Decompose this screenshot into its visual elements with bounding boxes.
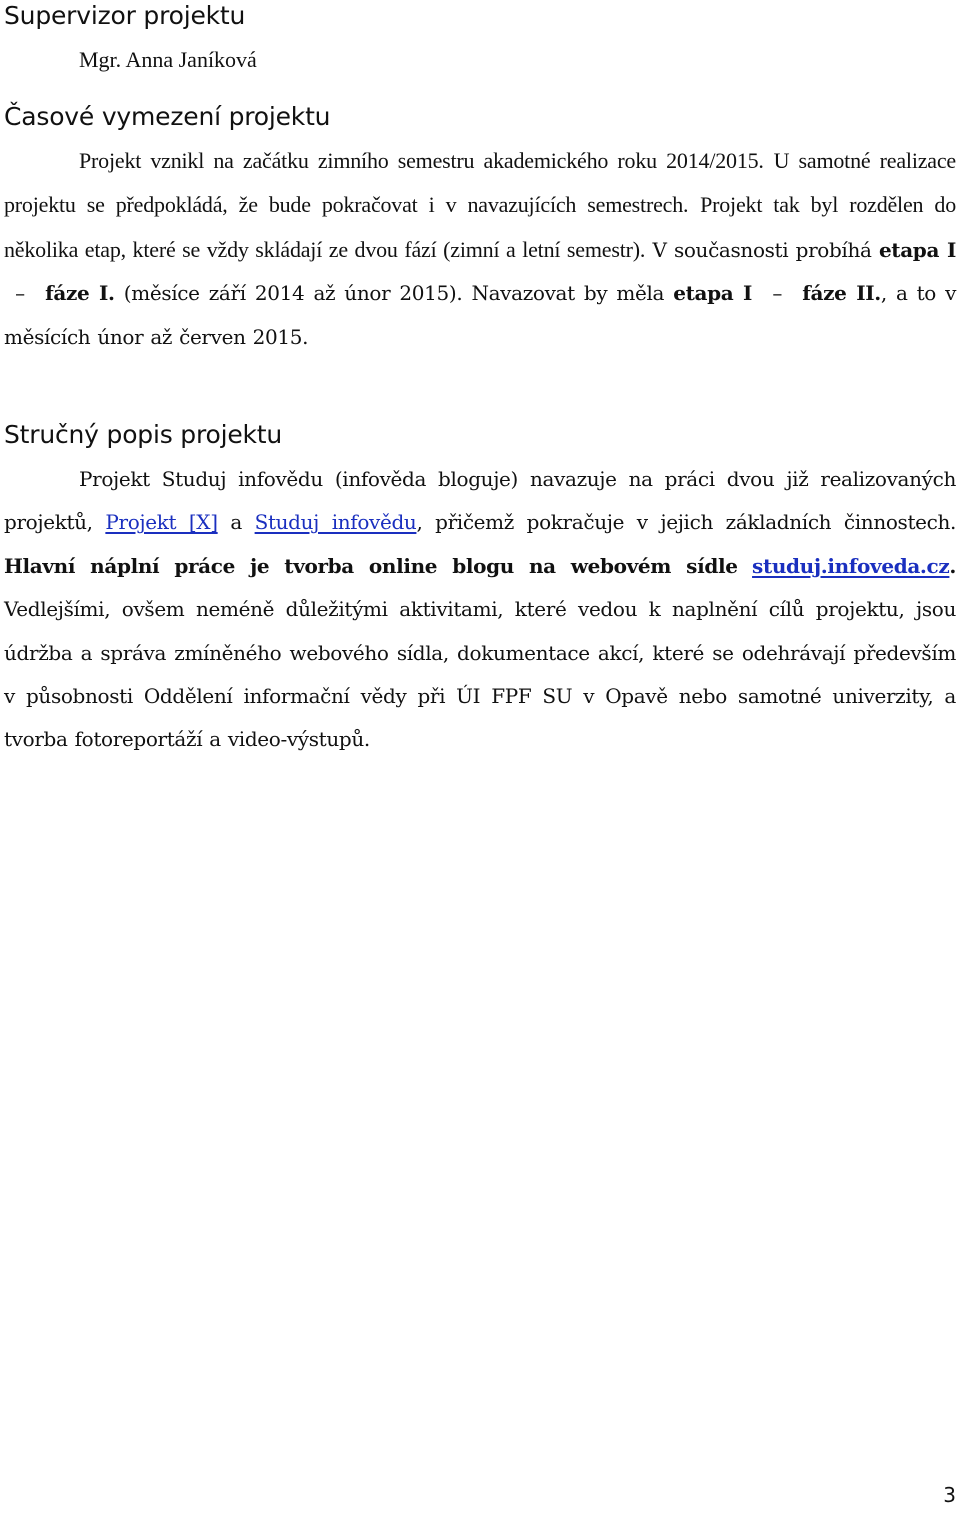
- timeline-sentence-4-post: (měsíce září 2014 až únor 2015).: [123, 281, 463, 306]
- description-sentence-1-post: , přičemž pokračuje v jejich základních činnostech.: [416, 510, 957, 535]
- timeline-sentence-3: Projekt tak byl rozdělen do několika etap, které se vždy skládají ze dvou fází (zimní a letní semestr).: [4, 192, 956, 262]
- description-sentence-3: Vedlejšími, ovšem neméně důležitými aktivitami, které vedou k naplnění cílů projektu, jsou údržba a správa zmíněného webového sídla, dokumentace akcí, které se odehrávají především v působnosti Oddělení informační vědy při ÚI FPF SU v Opavě nebo samotné univerzity, a tvorba fotoreportáží a video-výstupů.: [4, 597, 956, 752]
- timeline-phase-current-faze: fáze I.: [45, 281, 115, 306]
- timeline-phase-current-etapa: etapa I: [878, 237, 957, 262]
- timeline-phase-next-faze: fáze II.: [802, 281, 881, 306]
- link-studuj-infovedu[interactable]: Studuj infovědu: [254, 510, 417, 535]
- supervisor-name: Mgr. Anna Janíková: [79, 47, 257, 72]
- link-projekt-x[interactable]: Projekt [X]: [105, 510, 218, 535]
- timeline-sentence-1: Projekt vznikl na začátku zimního semestru akademického roku 2014/2015.: [79, 148, 764, 173]
- heading-description: Stručný popis projektu: [4, 420, 283, 449]
- timeline-sentence-4-pre: V současnosti probíhá: [652, 237, 872, 262]
- timeline-sentence-5-pre: Navazovat by měla: [471, 281, 665, 306]
- page-number: 3: [943, 1483, 956, 1507]
- link-studuj-infoveda-cz[interactable]: studuj.infoveda.cz: [752, 553, 950, 578]
- paragraph-timeline: [4, 139, 956, 359]
- timeline-phase-next-etapa: etapa I: [673, 281, 753, 306]
- description-sentence-1-mid: a: [230, 510, 242, 535]
- paragraph-description: [4, 458, 956, 762]
- description-sentence-2-dot: .: [949, 553, 957, 578]
- heading-timeline: Časové vymezení projektu: [4, 102, 331, 131]
- timeline-sentence-5-post: , a to v měsících únor až červen 2015.: [4, 281, 957, 349]
- description-main-activity: Hlavní náplní práce je tvorba online blogu na webovém sídle: [4, 553, 738, 578]
- timeline-dash-1: –: [15, 281, 25, 306]
- heading-supervisor: Supervizor projektu: [4, 1, 246, 30]
- timeline-sentence-2: U samotné realizace projektu se předpokládá, že bude pokračovat i v navazujících semestrech.: [4, 148, 956, 218]
- description-sentence-1-pre: Projekt Studuj infovědu (infověda bloguje) navazuje na práci dvou již realizovaných projektů,: [4, 467, 956, 535]
- timeline-dash-2: –: [772, 281, 782, 306]
